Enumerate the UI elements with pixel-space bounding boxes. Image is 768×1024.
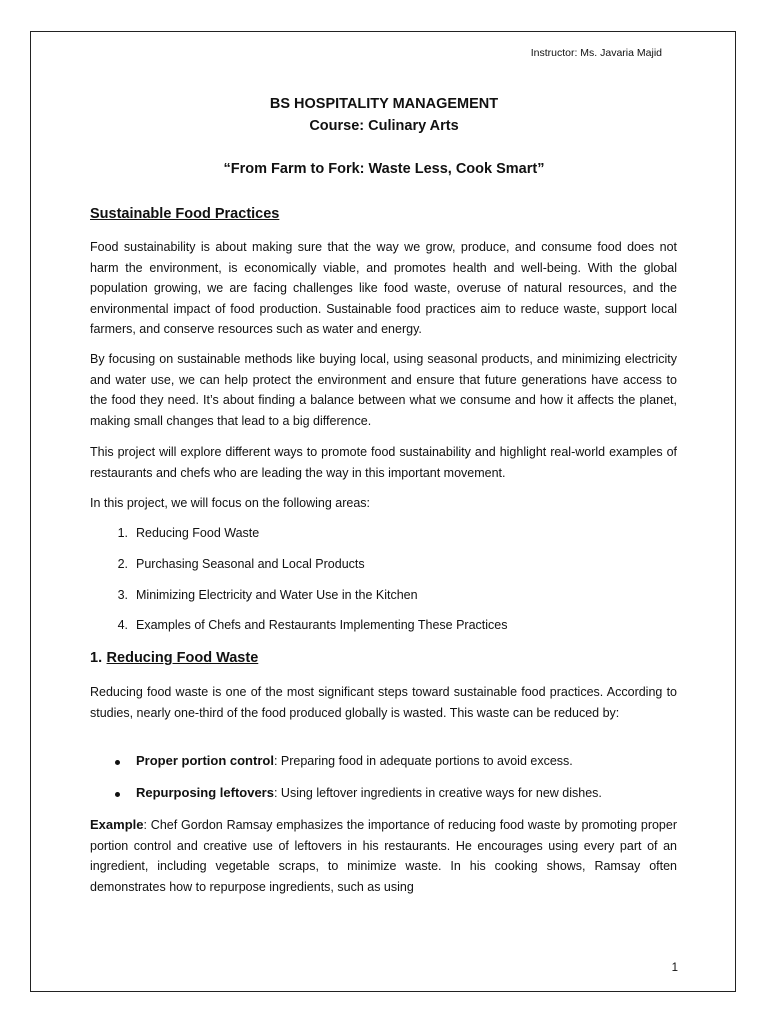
bullet-icon <box>115 760 120 765</box>
section-number: 1. <box>90 650 103 666</box>
paragraph-text: Reducing food waste is one of the most significant steps toward sustainable food practices. According to studies, nearly one-third of the food produced globally is wasted. This waste can be reduced by: <box>90 685 677 720</box>
list-text: Purchasing Seasonal and Local Products <box>136 557 365 571</box>
section-heading-text: Reducing Food Waste <box>106 650 259 666</box>
paragraph-1 <box>90 237 677 340</box>
list-number: 3. <box>117 588 128 602</box>
paragraph-3 <box>90 442 677 483</box>
example-paragraph <box>90 815 677 897</box>
bullet-icon <box>115 792 120 797</box>
section-heading-sustainable <box>90 205 677 223</box>
list-number: 1. <box>117 526 128 540</box>
paragraph-text <box>90 815 677 897</box>
bullet-item <box>136 785 602 800</box>
paragraph-5 <box>90 682 677 723</box>
section-heading-text: Sustainable Food Practices <box>90 206 280 222</box>
list-item <box>106 618 507 632</box>
list-item <box>106 588 418 602</box>
paragraph-text: Food sustainability is about making sure that the way we grow, produce, and consume food does not harm the environment, is economically viable, and promotes health and well-being. With the global population growing, we are facing challenges like food waste, overuse of natural resources, and the environmental impact of food production. Sustainable food practices aim to reduce waste, support local farmers, and conserve resources such as water and energy. <box>90 240 677 336</box>
bullet-bold-text: Repurposing leftovers <box>136 785 274 800</box>
bullet-item <box>136 753 573 768</box>
bullet-bold-text: Proper portion control <box>136 753 274 768</box>
page-number: 1 <box>671 962 678 974</box>
paragraph-text: By focusing on sustainable methods like buying local, using seasonal products, and minimizing electricity and water use, we can help protect the environment and ensure that future generations have access to the food they need. It’s about finding a balance between what we consume and how it affects the planet, making small changes that lead to a big difference. <box>90 352 677 428</box>
bullet-text: : Using leftover ingredients in creative ways for new dishes. <box>273 786 602 800</box>
bullet-text: : Preparing food in adequate portions to avoid excess. <box>273 754 573 768</box>
instructor-label: Instructor: Ms. Javaria Majid <box>530 47 662 59</box>
paragraph-2 <box>90 349 677 431</box>
list-text: Reducing Food Waste <box>136 526 260 540</box>
paragraph-text: In this project, we will focus on the following areas: <box>90 496 370 510</box>
project-title: “From Farm to Fork: Waste Less, Cook Smart” <box>223 161 545 177</box>
program-title: BS HOSPITALITY MANAGEMENT <box>269 96 499 112</box>
course-title: Course: Culinary Arts <box>309 118 459 134</box>
section-heading-reducing-waste <box>90 649 677 667</box>
example-text: : Chef Gordon Ramsay emphasizes the importance of reducing food waste by promoting proper portion control and creative use of leftovers in his restaurants. He encourages using every part of an ingredient, including vegetable scraps, to minimize waste. In his cooking shows, Ramsay often demonstrates how to repurpose ingredients, such as using <box>90 818 677 894</box>
list-item <box>106 526 259 540</box>
paragraph-4 <box>90 493 677 514</box>
example-label: Example <box>90 817 144 832</box>
paragraph-text: This project will explore different ways to promote food sustainability and highlight real-world examples of restaurants and chefs who are leading the way in this important movement. <box>90 445 677 480</box>
list-text: Minimizing Electricity and Water Use in the Kitchen <box>136 588 418 602</box>
list-item <box>106 557 365 571</box>
list-number: 4. <box>117 618 128 632</box>
list-text: Examples of Chefs and Restaurants Implementing These Practices <box>136 618 508 632</box>
list-number: 2. <box>117 557 128 571</box>
